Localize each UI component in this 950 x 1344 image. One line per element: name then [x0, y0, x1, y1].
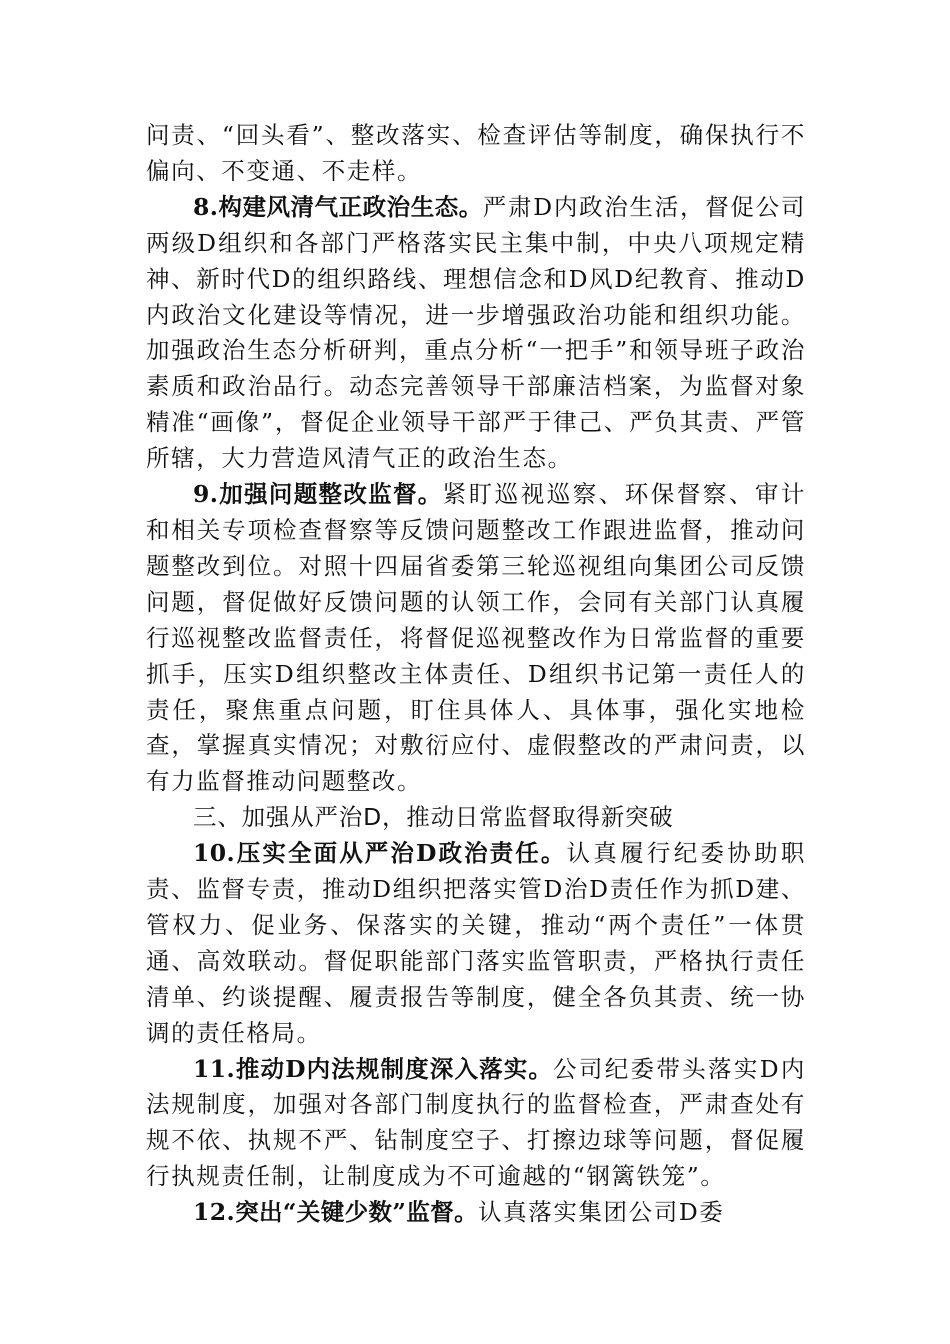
paragraph-lead: 10.压实全面从严治D政治责任。 [193, 839, 567, 868]
paragraph-12 [146, 1195, 806, 1231]
paragraph-text: 认真落实集团公司D委 [478, 1198, 725, 1227]
paragraph-lead: 8.构建风清气正政治生态。 [193, 192, 483, 221]
paragraph-text: 紧盯巡视巡察、环保督察、审计和相关专项检查督察等反馈问题整改工作跟进监督，推动问题整改到位。对照十四届省委第三轮巡视组向集团公司反馈问题，督促做好反馈问题的认领工作，会同有关部门认真履行巡视整改监督责任，将督促巡视整改作为日常监督的重要抓手，压实D组织整改主体责任、D组织书记第一责任人的责任，聚焦重点问题，盯住具体人、具体事，强化实地检查，掌握真实情况；对敷衍应付、虚假整改的严肃问责，以有力监督推动问题整改。 [146, 480, 806, 796]
document-page [146, 118, 806, 1231]
paragraph-9 [146, 477, 806, 800]
paragraph-text: 认真履行纪委协助职责、监督专责，推动D组织把落实管D治D责任作为抓D建、管权力、促业务、保落实的关键，推动“两个责任”一体贯通、高效联动。督促职能部门落实监管职责，严格执行责任清单、约谈提醒、履责报告等制度，健全各负其责、统一协调的责任格局。 [146, 839, 806, 1047]
paragraph-lead: 12.突出“关键少数”监督。 [193, 1198, 479, 1227]
paragraph-lead: 11.推动D内法规制度深入落实。 [193, 1054, 554, 1083]
paragraph-continuation [146, 118, 806, 190]
paragraph-10 [146, 836, 806, 1051]
paragraph-text: 问责、“回头看”、整改落实、检查评估等制度，确保执行不偏向、不变通、不走样。 [146, 121, 806, 185]
paragraph-text: 公司纪委带头落实D内法规制度，加强对各部门制度执行的监督检查，严肃查处有规不依、执规不严、钻制度空子、打擦边球等问题，督促履行执规责任制，让制度成为不可逾越的“钢篱铁笼”。 [146, 1054, 807, 1191]
paragraph-lead: 9.加强问题整改监督。 [193, 480, 443, 509]
section-heading: 三、加强从严治D，推动日常监督取得新突破 [193, 803, 674, 832]
paragraph-text: 严肃D内政治生活，督促公司两级D组织和各部门严格落实民主集中制，中央八项规定精神、新时代D的组织路线、理想信念和D风D纪教育、推动D内政治文化建设等情况，进一步增强政治功能和组织功能。加强政治生态分析研判，重点分析“一把手”和领导班子政治素质和政治品行。动态完善领导干部廉洁档案，为监督对象精准“画像”，督促企业领导干部严于律己、严负其责、严管所辖，大力营造风清气正的政治生态。 [146, 192, 806, 473]
paragraph-11 [146, 1052, 806, 1196]
paragraph-8 [146, 190, 806, 477]
